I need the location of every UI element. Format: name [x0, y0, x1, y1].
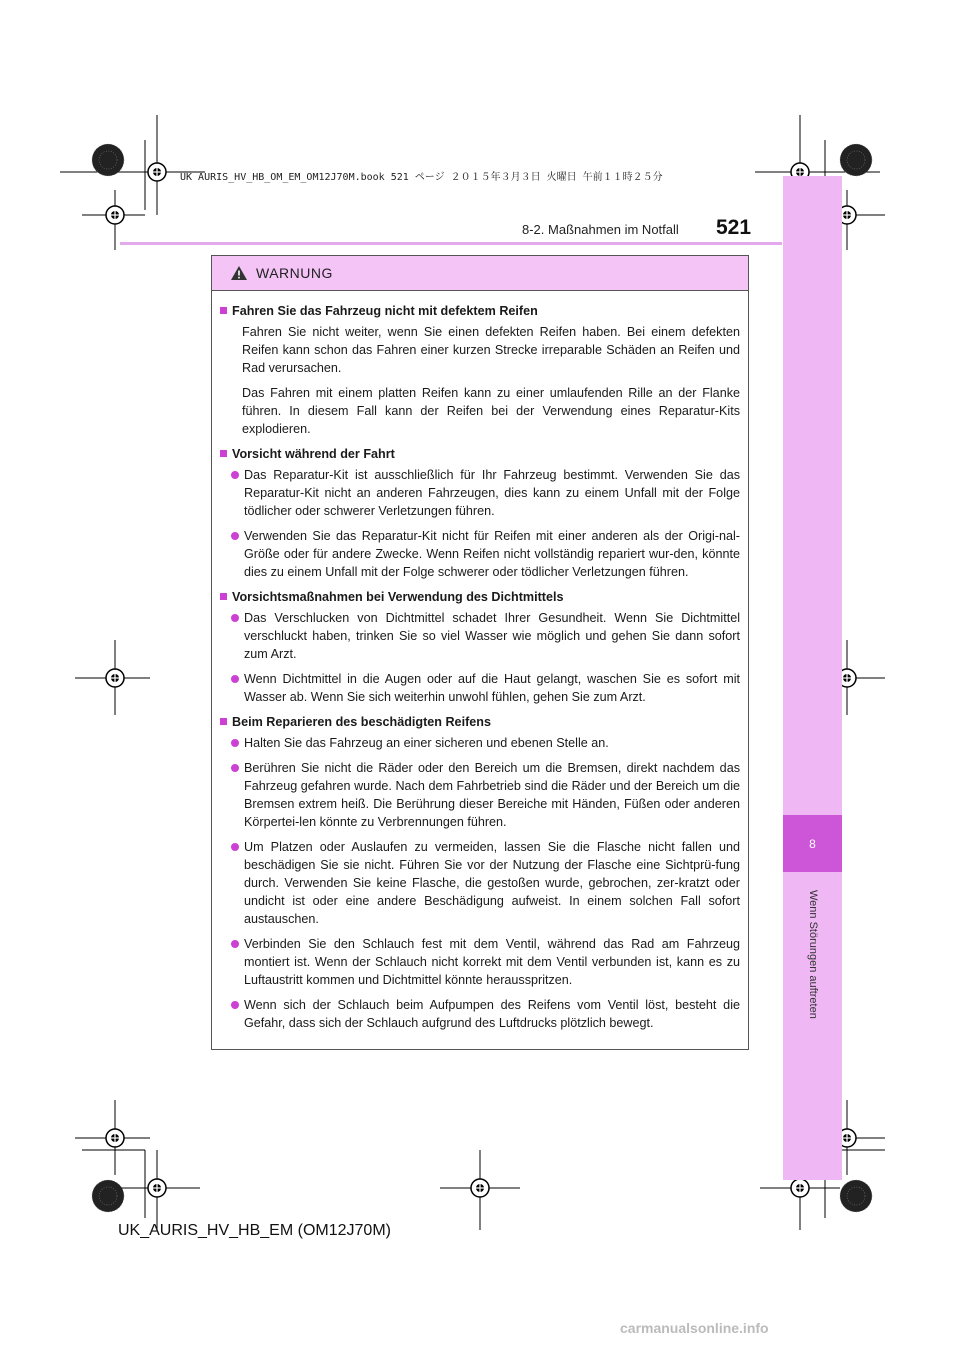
warning-section: [220, 302, 740, 438]
round-bullet-icon: [231, 614, 239, 622]
bullet-text: Das Verschlucken von Dichtmittel schadet Ihrer Gesundheit. Wenn Sie Dichtmittel verschluckt haben, trinken Sie so viel Wasser wie möglich und gehen Sie dann sofort zum Arzt.: [244, 611, 740, 661]
round-bullet-icon: [231, 1001, 239, 1009]
bullet-text: Halten Sie das Fahrzeug an einer sicheren und ebenen Stelle an.: [244, 736, 609, 750]
round-bullet-icon: [231, 532, 239, 540]
warning-section-title: [220, 713, 740, 731]
footer-document-id: UK_AURIS_HV_HB_EM (OM12J70M): [118, 1222, 391, 1239]
round-bullet-icon: [231, 940, 239, 948]
round-bullet-icon: [231, 764, 239, 772]
section-title-text: Fahren Sie das Fahrzeug nicht mit defektem Reifen: [232, 304, 538, 318]
warning-title: WARNUNG: [256, 265, 333, 281]
warning-box: [211, 255, 749, 1050]
warning-paragraph: Das Fahren mit einem platten Reifen kann zu einer umlaufenden Rille an der Flanke führen. In diesem Fall kann der Reifen bei der Verwendung eines Reparatur-Kits explodieren.: [242, 386, 740, 436]
square-bullet-icon: [220, 593, 227, 600]
section-title-text: Vorsichtsmaßnahmen bei Verwendung des Dichtmittels: [232, 590, 564, 604]
warning-bullet: [231, 609, 740, 663]
round-bullet-icon: [231, 843, 239, 851]
chapter-title: Wenn Störungen auftreten: [806, 890, 819, 1019]
bullet-text: Wenn Dichtmittel in die Augen oder auf die Haut gelangt, waschen Sie es sofort mit Wasser ab. Wenn Sie sich weiterhin unwohl fühlen, gehen Sie zum Arzt.: [244, 672, 740, 704]
warning-bullet: [231, 759, 740, 831]
bullet-text: Verwenden Sie das Reparatur-Kit nicht für Reifen mit einer anderen als der Origi-nal-Größe oder für andere Zwecke. Wenn Reifen nicht vollständig repariert wur-den, könnte dies zu einem Unfall mit der Folge schwerer oder tödlicher Verletzungen führen.: [244, 529, 740, 579]
warning-triangle-icon: [230, 265, 248, 281]
warning-section-title: [220, 302, 740, 320]
round-bullet-icon: [231, 739, 239, 747]
square-bullet-icon: [220, 450, 227, 457]
page-number: 521: [716, 216, 752, 239]
watermark: carmanualsonline.info: [620, 1320, 769, 1336]
warning-section-title: [220, 588, 740, 606]
print-header: UK AURIS_HV_HB_OM_EM_OM12J70M.book 521 ページ ２０１５年３月３日 火曜日 午前１１時２５分: [180, 172, 663, 183]
warning-bullet: [231, 734, 740, 752]
square-bullet-icon: [220, 718, 227, 725]
bullet-text: Verbinden Sie den Schlauch fest mit dem Ventil, während das Rad am Fahrzeug montiert ist. Wenn der Schlauch nicht korrekt mit dem Ventil verbunden ist, kann es zu Luftaustritt kommen und Dichtmittel könnte herausspritzen.: [244, 937, 740, 987]
warning-bullet: [231, 527, 740, 581]
round-bullet-icon: [231, 471, 239, 479]
section-title-text: Vorsicht während der Fahrt: [232, 447, 395, 461]
round-bullet-icon: [231, 675, 239, 683]
chapter-title-vertical: [783, 870, 842, 1170]
square-bullet-icon: [220, 307, 227, 314]
bullet-text: Wenn sich der Schlauch beim Aufpumpen des Reifens vom Ventil löst, besteht die Gefahr, dass sich der Schlauch aufgrund des Luftdrucks plötzlich bewegt.: [244, 998, 740, 1030]
warning-header: [212, 256, 748, 291]
section-title-text: Beim Reparieren des beschädigten Reifens: [232, 715, 491, 729]
warning-section-title: [220, 445, 740, 463]
warning-bullet: [231, 996, 740, 1032]
warning-body: [212, 291, 748, 1032]
warning-section: [220, 445, 740, 581]
warning-section: [220, 713, 740, 1032]
header-rule: [120, 242, 782, 245]
warning-paragraph: Fahren Sie nicht weiter, wenn Sie einen defekten Reifen haben. Bei einem defekten Reifen kann schon das Fahren einer kurzen Strecke irreparable Schäden an Reifen und Rad verursachen.: [242, 325, 740, 375]
warning-bullet: [231, 838, 740, 928]
warning-bullet: [231, 466, 740, 520]
warning-section: [220, 588, 740, 706]
bullet-text: Um Platzen oder Auslaufen zu vermeiden, lassen Sie die Flasche nicht fallen und beschädigen Sie sie nicht. Führen Sie vor der Nutzung der Flasche eine Sichtprü-fung durch. Verwenden Sie keine Flasche, die gestoßen wurde, gebrochen, zer-kratzt oder undicht ist oder eine andere Beschädigung aufweist. In einem solchen Fall sofort austauschen.: [244, 840, 740, 926]
chapter-number: 8: [783, 815, 842, 872]
bullet-text: Berühren Sie nicht die Räder oder den Bereich um die Bremsen, direkt nachdem das Fahrzeug gefahren wurde. Nach dem Fahrbetrieb sind die Räder und der Bereich um die Bremsen extrem heiß. Die Berührung dieser Bereiche mit Händen, Füßen oder anderen Körpertei-len könnte zu Verbrennungen führen.: [244, 761, 740, 829]
section-title: 8-2. Maßnahmen im Notfall: [522, 222, 679, 237]
warning-bullet: [231, 670, 740, 706]
warning-bullet: [231, 935, 740, 989]
bullet-text: Das Reparatur-Kit ist ausschließlich für Ihr Fahrzeug bestimmt. Verwenden Sie das Reparatur-Kit nicht an anderen Fahrzeugen, dies kann zu einem Unfall mit der Folge tödlicher oder schwerer Verletzungen führen.: [244, 468, 740, 518]
